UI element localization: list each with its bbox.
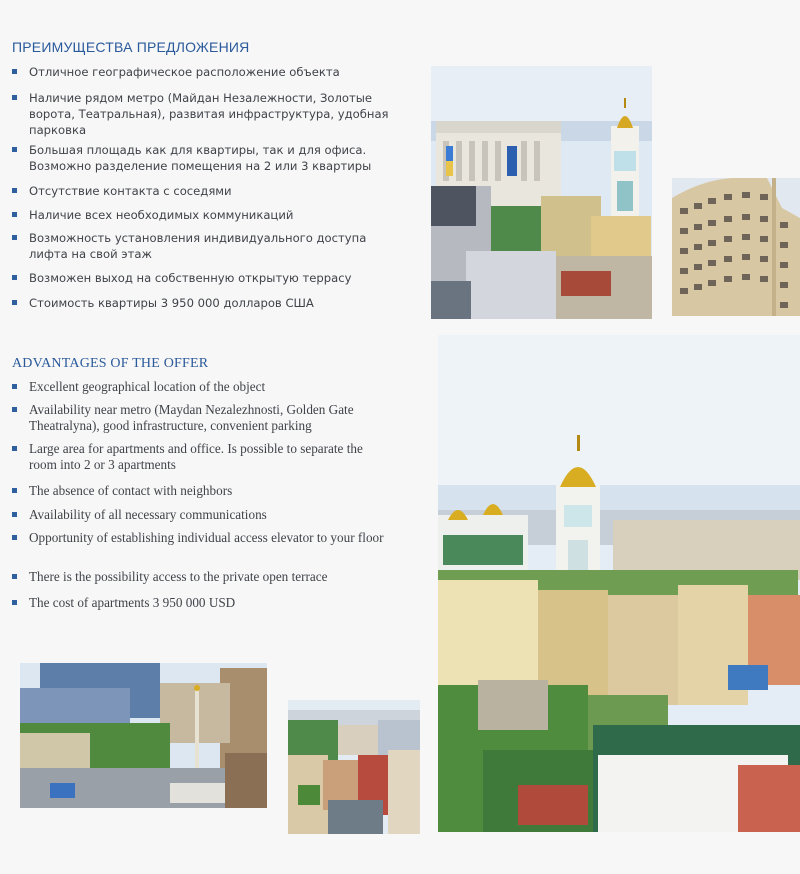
city-view-image — [431, 66, 652, 319]
list-item — [12, 507, 391, 523]
bullet-square-icon — [12, 69, 17, 74]
maidan-square-image — [20, 663, 267, 808]
list-item-text: Availability of all necessary communications — [29, 507, 267, 522]
list-item — [12, 483, 391, 499]
bullet-square-icon — [12, 275, 17, 280]
list-item-text: Отличное географическое расположение объекта — [29, 65, 340, 79]
list-item-text: Возможен выход на собственную открытую террасу — [29, 271, 352, 285]
city-view-photo — [431, 66, 652, 319]
list-item — [12, 595, 391, 611]
list-item-text: The cost of apartments 3 950 000 USD — [29, 595, 236, 610]
bullet-square-icon — [12, 446, 17, 451]
list-item — [12, 90, 401, 138]
bullet-square-icon — [12, 574, 17, 579]
bullet-square-icon — [12, 535, 17, 540]
bullet-square-icon — [12, 600, 17, 605]
list-item-text: The absence of contact with neighbors — [29, 483, 233, 498]
list-item-text: Наличие всех необходимых коммуникаций — [29, 208, 294, 222]
residential-tower-image — [672, 178, 800, 316]
list-item-text: Наличие рядом метро (Майдан Незалежности, Золотые ворота, Театральная), развитая инфраструктура, удобная парковка — [29, 91, 389, 137]
list-item — [12, 295, 401, 311]
bullet-square-icon — [12, 95, 17, 100]
list-item — [12, 270, 401, 286]
list-item — [12, 569, 391, 585]
street-view-image — [288, 700, 420, 834]
list-item — [12, 530, 391, 546]
section-title-en: ADVANTAGES OF THE OFFER — [12, 356, 209, 371]
cathedral-panorama-image — [438, 335, 800, 832]
list-item-text: Availability near metro (Maydan Nezalezhnosti, Golden Gate Theatralyna), good infrastructure, convenient parking — [29, 402, 354, 433]
bullet-square-icon — [12, 407, 17, 412]
list-item-text: Large area for apartments and office. Is possible to separate the room into 2 or 3 apartments — [29, 441, 363, 472]
section-title-ru: ПРЕИМУЩЕСТВА ПРЕДЛОЖЕНИЯ — [12, 39, 250, 55]
list-item — [12, 207, 401, 223]
bullet-square-icon — [12, 300, 17, 305]
list-item — [12, 142, 401, 174]
list-item-text: Opportunity of establishing individual access elevator to your floor — [29, 530, 384, 545]
list-item — [12, 379, 391, 395]
list-item-text: Отсутствие контакта с соседями — [29, 184, 232, 198]
list-item — [12, 230, 401, 262]
list-item — [12, 183, 401, 199]
list-item — [12, 441, 391, 473]
residential-tower-photo — [672, 178, 800, 316]
bullet-square-icon — [12, 188, 17, 193]
list-item-text: Большая площадь как для квартиры, так и для офиса. Возможно разделение помещения на 2 или 3 квартиры — [29, 143, 372, 173]
list-item — [12, 402, 391, 434]
list-item-text: Возможность установления индивидуального доступа лифта на свой этаж — [29, 231, 367, 261]
street-view-photo — [288, 700, 420, 834]
cathedral-panorama-photo — [438, 335, 800, 832]
bullet-square-icon — [12, 235, 17, 240]
bullet-square-icon — [12, 384, 17, 389]
list-item-text: There is the possibility access to the private open terrace — [29, 569, 328, 584]
list-item-text: Excellent geographical location of the object — [29, 379, 266, 394]
bullet-square-icon — [12, 212, 17, 217]
list-item-text: Стоимость квартиры 3 950 000 долларов США — [29, 296, 314, 310]
bullet-square-icon — [12, 488, 17, 493]
maidan-square-photo — [20, 663, 267, 808]
bullet-square-icon — [12, 512, 17, 517]
list-item — [12, 64, 401, 80]
bullet-square-icon — [12, 147, 17, 152]
